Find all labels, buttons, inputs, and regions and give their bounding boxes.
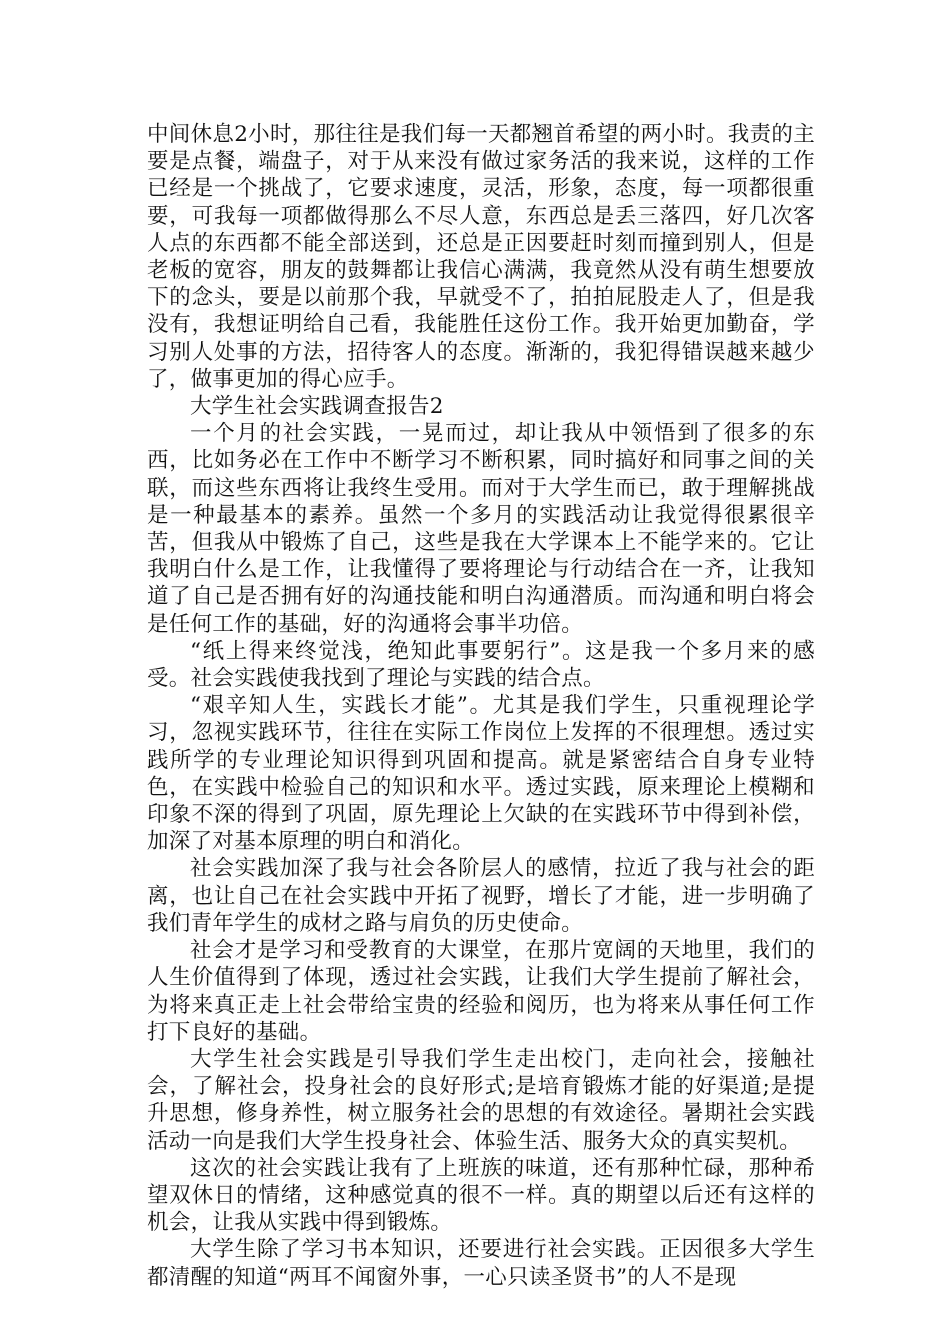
paragraph-continuation: 中间休息2小时，那往往是我们每一天都翘首希望的两小时。我责的主要是点餐，端盘子，对于从来没有做过家务活的我来说，这样的工作已经是一个挑战了，它要求速度，灵活，形象，态度，每一项都很重要，可我每一项都做得那么不尽人意，东西总是丢三落四，好几次客人点的东西都不能全部送到，还总是正因要赶时刻而撞到别人，但是老板的宽容，朋友的鼓舞都让我信心满满，我竟然从没有萌生想要放下的念头，要是以前那个我，早就受不了，拍拍屁股走人了，但是我没有，我想证明给自己看，我能胜任这份工作。我开始更加勤奋，学习别人处事的方法，招待客人的态度。渐渐的，我犯得错误越来越少了，做事更加的得心应手。 [147,122,815,392]
section-heading: 大学生社会实践调查报告2 [190,394,444,420]
paragraph-truncated: 大学生除了学习书本知识，还要进行社会实践。正因很多大学生都清醒的知道“两耳不闻窗外事，一心只读圣贤书”的人不是现 [147,1237,815,1290]
paragraph: 社会实践加深了我与社会各阶层人的感情，拉近了我与社会的距离，也让自己在社会实践中开拓了视野，增长了才能，进一步明确了我们青年学生的成材之路与肩负的历史使命。 [147,856,815,936]
paragraph: 一个月的社会实践，一晃而过，却让我从中领悟到了很多的东西，比如务必在工作中不断学习不断积累，同时搞好和同事之间的关联，而这些东西将让我终生受用。而对于大学生而已，敢于理解挑战是一种最基本的素养。虽然一个多月的实践活动让我觉得很累很辛苦，但我从中锻炼了自己，这些是我在大学课本上不能学来的。它让我明白什么是工作，让我懂得了要将理论与行动结合在一齐，让我知道了自己是否拥有好的沟通技能和明白沟通潜质。而沟通和明白将会是任何工作的基础，好的沟通将会事半功倍。 [147,421,815,637]
paragraph: “艰辛知人生，实践长才能”。尤其是我们学生，只重视理论学习，忽视实践环节，往往在实际工作岗位上发挥的不很理想。透过实践所学的专业理论知识得到巩固和提高。就是紧密结合自身专业特色，在实践中检验自己的知识和水平。透过实践，原来理论上模糊和印象不深的得到了巩固，原先理论上欠缺的在实践环节中得到补偿，加深了对基本原理的明白和消化。 [147,693,815,855]
paragraph: 社会才是学习和受教育的大课堂，在那片宽阔的天地里，我们的人生价值得到了体现，透过社会实践，让我们大学生提前了解社会，为将来真正走上社会带给宝贵的经验和阅历，也为将来从事任何工作打下良好的基础。 [147,938,815,1045]
paragraph: 这次的社会实践让我有了上班族的味道，还有那种忙碌，那种希望双休日的情绪，这种感觉真的很不一样。真的期望以后还有这样的机会，让我从实践中得到锻炼。 [147,1155,815,1236]
document-page [147,121,815,1291]
paragraph: “纸上得来终觉浅，绝知此事要躬行”。这是我一个多月来的感受。社会实践使我找到了理论与实践的结合点。 [147,638,815,692]
paragraph: 大学生社会实践是引导我们学生走出校门，走向社会，接触社会，了解社会，投身社会的良好形式;是培育锻炼才能的好渠道;是提升思想，修身养性，树立服务社会的思想的有效途径。暑期社会实践活动一向是我们大学生投身社会、体验生活、服务大众的真实契机。 [147,1046,815,1154]
